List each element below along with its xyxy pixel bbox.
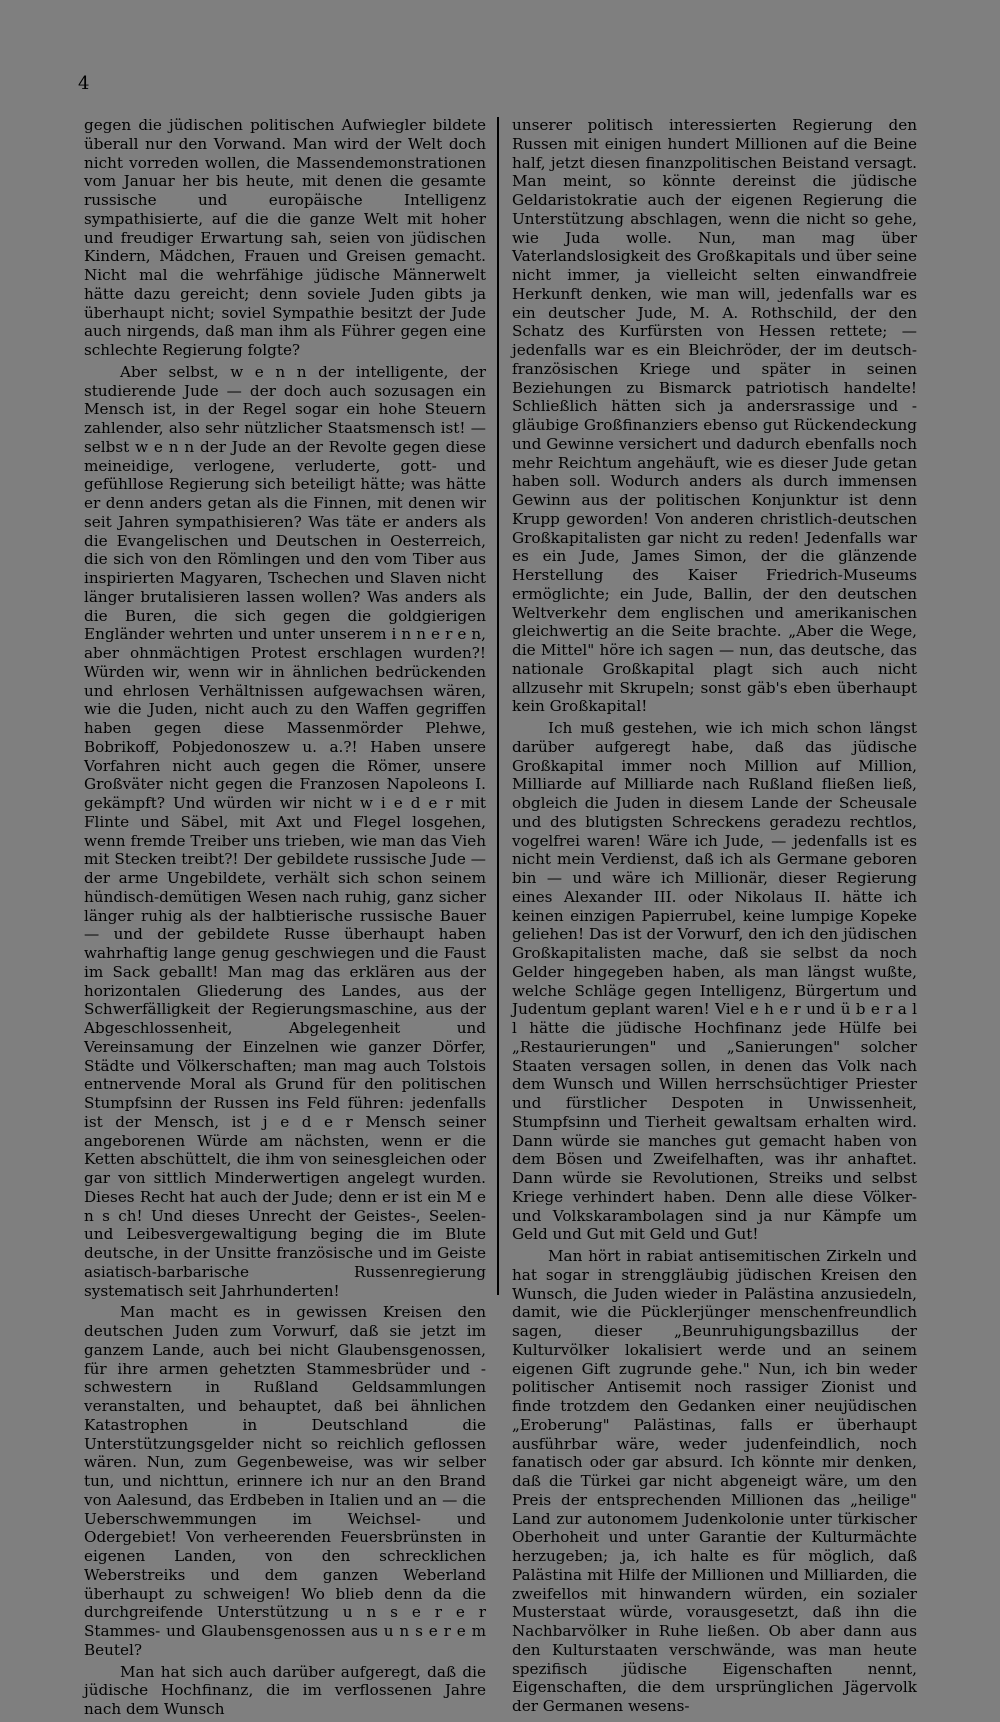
column-divider [497,117,499,1295]
paragraph: Man hört in rabiat antisemitischen Zirkeln und hat sogar in strenggläubig jüdischen Kreisen den Wunsch, die Juden wieder in Palästina anzusiedeln, damit, wie die Pücklerjünger menschenfreundlich sagen, dieser „Beunruhigungsbazillus der Kulturvölker lokalisiert werde und an seinem eigenen Gift zugrunde gehe." Nun, ich bin weder politischer Antisemit noch rassiger Zionist und finde trotzdem den Gedanken einer neujüdischen „Eroberung" Palästinas, falls er überhaupt ausführbar wäre, weder judenfeindlich, noch fanatisch oder gar absurd. Ich könnte mir denken, daß die Türkei gar nicht abgeneigt wäre, um den Preis der entsprechenden Millionen das „heilige" Land zur autonomem Judenkolonie unter türkischer Oberhoheit und unter Garantie der Kulturmächte herzugeben; ja, ich halte es für möglich, daß Palästina mit Hilfe der Millionen und Milliarden, die zweifellos mit hinwandern würden, ein sozialer Musterstaat würde, vorausgesetzt, daß ihn die Nachbarvölker in Ruhe ließen. Ob aber dann aus den Kulturstaaten verschwände, was man heute spezifisch jüdische Eigenschaften nennt, Eigenschaften, die dem ursprünglichen Jägervolk der Germanen wesens- [512,1247,917,1715]
left-column [84,116,486,1722]
paragraph: Aber selbst, w e n n der intelligente, der studierende Jude — der doch auch sozusagen ein Mensch ist, in der Regel sogar ein hohe Steuern zahlender, also sehr nützlicher Staatsmensch ist! — selbst w e n n der Jude an der Revolte gegen diese meineidige, verlogene, verluderte, gott- und gefühllose Regierung sich beteiligt hätte; was hätte er denn anders getan als die Finnen, mit denen wir seit Jahren sympathisieren? Was täte er anders als die Evangelischen und Deutschen in Oesterreich, die sich von den Römlingen und den vom Tiber aus inspirierten Magyaren, Tschechen und Slaven nicht länger brutalisieren lassen wollen? Was anders als die Buren, die sich gegen die goldgierigen Engländer wehrten und unter unserem i n n e r e n, aber ohnmächtigen Protest erschlagen wurden?! Würden wir, wenn wir in ähnlichen bedrückenden und ehrlosen Verhältnissen aufgewachsen wären, wie die Juden, nicht auch zu den Waffen gegriffen haben gegen diese Massenmörder Plehwe, Bobrikoff, Pobjedonoszew u. a.?! Haben unsere Vorfahren nicht auch gegen die Römer, unsere Großväter nicht gegen die Franzosen Napoleons I. gekämpft? Und würden wir nicht w i e d e r mit Flinte und Säbel, mit Axt und Flegel losgehen, wenn fremde Treiber uns trieben, wie man das Vieh mit Stecken treibt?! Der gebildete russische Jude — der arme Ungebildete, verhält sich schon seinem hündisch-demütigen Wesen nach ruhig, ganz sicher länger ruhig als der halbtierische russische Bauer — und der gebildete Russe überhaupt haben wahrhaftig lange genug geschwiegen und die Faust im Sack geballt! Man mag das erklären aus der horizontalen Gliederung des Landes, aus der Schwerfälligkeit der Regierungsmaschine, aus der Abgeschlossenheit, Abgelegenheit und Vereinsamung der Einzelnen wie ganzer Dörfer, Städte und Völkerschaften; man mag auch Tolstois entnervende Moral als Grund für den politischen Stumpfsinn der Russen ins Feld führen: jedenfalls ist der Mensch, ist j e d e r Mensch seiner angeborenen Würde am nächsten, wenn er die Ketten abschüttelt, die ihm von seinesgleichen oder gar von sittlich Minderwertigen angelegt wurden. Dieses Recht hat auch der Jude; denn er ist ein M e n s ch! Und dieses Unrecht der Geistes-, Seelen- und Leibesvergewaltigung beging die im Blute deutsche, in der Unsitte französische und im Geiste asiatisch-barbarische Russenregierung systematisch seit Jahrhunderten! [84,362,486,1300]
right-column [512,116,917,1719]
paragraph: Man hat sich auch darüber aufgeregt, daß die jüdische Hochfinanz, die im verflossenen Jahre nach dem Wunsch [84,1662,486,1718]
paragraph: Ich muß gestehen, wie ich mich schon längst darüber aufgeregt habe, daß das jüdische Großkapital immer noch Million auf Million, Milliarde auf Milliarde nach Rußland fließen ließ, obgleich die Juden in diesem Lande der Scheusale und des blutigsten Schreckens geradezu rechtlos, vogelfrei waren! Wäre ich Jude, — jedenfalls ist es nicht mein Verdienst, daß ich als Germane geboren bin — und wäre ich Millionär, dieser Regierung eines Alexander III. oder Nikolaus II. hätte ich keinen einzigen Papierrubel, keine lumpige Kopeke geliehen! Das ist der Vorwurf, den ich den jüdischen Großkapitalisten mache, daß sie selbst da noch Gelder hingegeben haben, als man längst wußte, welche Schläge gegen Intelligenz, Bürgertum und Judentum geplant waren! Viel e h e r und ü b e r a l l hätte die jüdische Hochfinanz jede Hülfe bei „Restaurierungen" und „Sanierungen" solcher Staaten versagen sollen, in denen das Volk nach dem Wunsch und Willen herrschsüchtiger Priester und fürstlicher Despoten in Unwissenheit, Stumpfsinn und Tierheit gewaltsam erhalten wird. Dann würde sie manches gut gemacht haben von dem Bösen und Zweifelhaften, was ihr anhaftet. Dann würde sie Revolutionen, Streiks und selbst Kriege verhindert haben. Denn alle diese Völker- und Volkskarambolagen sind ja nur Kämpfe um Geld und Gut mit Geld und Gut! [512,719,917,1244]
page-number: 4 [78,73,90,94]
paragraph: gegen die jüdischen politischen Aufwiegler bildete überall nur den Vorwand. Man wird der Welt doch nicht vorreden wollen, die Massendemonstrationen vom Januar her bis heute, mit denen die gesamte russische und europäische Intelligenz sympathisierte, auf die die ganze Welt mit hoher und freudiger Erwartung sah, seien von jüdischen Kindern, Mädchen, Frauen und Greisen gemacht. Nicht mal die wehrfähige jüdische Männerwelt hätte dazu gereicht; denn soviele Juden gibts ja überhaupt nicht; soviel Sympathie besitzt der Jude auch nirgends, daß man ihm als Führer gegen eine schlechte Regierung folgte? [84,116,486,359]
paragraph: unserer politisch interessierten Regierung den Russen mit einigen hundert Millionen auf die Beine half, jetzt diesen finanzpolitischen Beistand versagt. Man meint, so könnte dereinst die jüdische Geldaristokratie auch der eigenen Regierung die Unterstützung abschlagen, wenn die nicht so gehe, wie Juda wolle. Nun, man mag über Vaterlandslosigkeit des Großkapitals und über seine nicht immer, ja vielleicht selten einwandfreie Herkunft denken, wie man will, jedenfalls war es ein deutscher Jude, M. A. Rothschild, der den Schatz des Kurfürsten von Hessen rettete; — jedenfalls war es ein Bleichröder, der im deutsch-französischen Kriege und später in seinen Beziehungen zu Bismarck patriotisch handelte! Schließlich hätten sich ja andersrassige und -gläubige Großfinanziers ebenso gut Rückendeckung und Gewinne versichert und dadurch ebenfalls noch mehr Reichtum angehäuft, wie es dieser Jude getan haben soll. Wodurch anders als durch immensen Gewinn aus der politischen Konjunktur ist denn Krupp geworden! Von anderen christlich-deutschen Großkapitalisten gar nicht zu reden! Jedenfalls war es ein Jude, James Simon, der die glänzende Herstellung des Kaiser Friedrich-Museums ermöglichte; ein Jude, Ballin, der den deutschen Weltverkehr dem englischen und amerikanischen gleichwertig an die Seite brachte. „Aber die Wege, die Mittel" höre ich sagen — nun, das deutsche, das nationale Großkapital plagt sich auch nicht allzusehr mit Skrupeln; sonst gäb's eben überhaupt kein Großkapital! [512,116,917,716]
paragraph: Man macht es in gewissen Kreisen den deutschen Juden zum Vorwurf, daß sie jetzt im ganzem Lande, auch bei nicht Glaubensgenossen, für ihre armen gehetzten Stammesbrüder und -schwestern in Rußland Geldsammlungen veranstalten, und behauptet, daß bei ähnlichen Katastrophen in Deutschland die Unterstützungsgelder nicht so reichlich geflossen wären. Nun, zum Gegenbeweise, was wir selber tun, und nichttun, erinnere ich nur an den Brand von Aalesund, das Erdbeben in Italien und an — die Ueberschwemmungen im Weichsel- und Odergebiet! Von verheerenden Feuersbrünsten in eigenen Landen, von den schrecklichen Weberstreiks und dem ganzen Weberland überhaupt zu schweigen! Wo blieb denn da die durchgreifende Unterstützung u n s e r e r Stammes- und Glaubensgenossen aus u n s e r e m Beutel? [84,1303,486,1659]
